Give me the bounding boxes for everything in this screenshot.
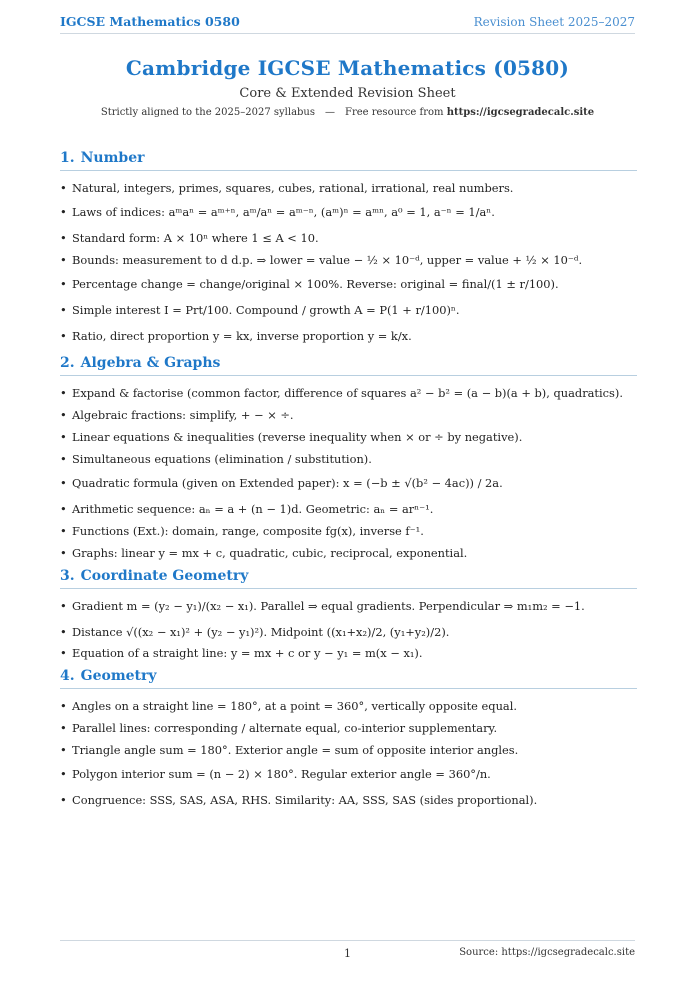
section-algebra xyxy=(60,355,637,562)
bullet-list xyxy=(60,181,637,345)
section-geometry xyxy=(60,668,637,809)
section-coordinate-geometry xyxy=(60,568,637,663)
section-title: Number xyxy=(80,150,145,166)
section-index: 4. xyxy=(60,668,75,685)
section-title: Coordinate Geometry xyxy=(80,567,249,584)
section-heading xyxy=(60,668,637,689)
title-block xyxy=(0,56,695,118)
section-title: Algebra & Graphs xyxy=(80,354,221,371)
list-item: • Triangle angle sum = 180°. Exterior angle = sum of opposite interior angles. xyxy=(60,743,637,759)
list-item: • Graphs: linear y = mx + c, quadratic, cubic, reciprocal, exponential. xyxy=(60,546,637,562)
list-item: • Algebraic fractions: simplify, + − × ÷. xyxy=(60,408,637,424)
list-item: • Gradient m = (y₂ − y₁)/(x₂ − x₁). Parallel ⇒ equal gradients. Perpendicular ⇒ m₁m₂ = −1. xyxy=(60,599,637,615)
list-item: • Functions (Ext.): domain, range, composite fg(x), inverse f⁻¹. xyxy=(60,524,637,540)
section-number xyxy=(60,150,637,345)
section-title: Geometry xyxy=(80,668,157,685)
footer-source: Source: https://igcsegradecalc.site xyxy=(459,947,635,958)
header-sheet-label: Revision Sheet 2025–2027 xyxy=(473,15,635,29)
running-header xyxy=(60,12,635,34)
section-index: 2. xyxy=(60,354,75,371)
list-item: • Percentage change = change/original × 100%. Reverse: original = final/(1 ± r/100). xyxy=(60,277,637,293)
list-item: • Expand & factorise (common factor, difference of squares a² − b² = (a − b)(a + b), quadratics). xyxy=(60,386,637,402)
list-item: • Quadratic formula (given on Extended paper): x = (−b ± √(b² − 4ac)) / 2a. xyxy=(60,476,637,492)
list-item: • Natural, integers, primes, squares, cubes, rational, irrational, real numbers. xyxy=(60,181,637,197)
list-item: • Simultaneous equations (elimination / substitution). xyxy=(60,452,637,468)
list-item: • Simple interest I = Prt/100. Compound / growth A = P(1 + r/100)ⁿ. xyxy=(60,303,637,319)
tagline-resource: Free resource from xyxy=(345,107,444,118)
list-item: • Laws of indices: aᵐaⁿ = aᵐ⁺ⁿ, aᵐ/aⁿ = aᵐ⁻ⁿ, (aᵐ)ⁿ = aᵐⁿ, a⁰ = 1, a⁻ⁿ = 1/aⁿ. xyxy=(60,205,637,221)
header-course-name: IGCSE Mathematics 0580 xyxy=(60,14,240,29)
section-heading xyxy=(60,150,637,171)
list-item: • Arithmetic sequence: aₙ = a + (n − 1)d. Geometric: aₙ = arⁿ⁻¹. xyxy=(60,502,637,518)
list-item: • Parallel lines: corresponding / alternate equal, co-interior supplementary. xyxy=(60,721,637,737)
bullet-list xyxy=(60,386,637,562)
list-item: • Polygon interior sum = (n − 2) × 180°. Regular exterior angle = 360°/n. xyxy=(60,767,637,783)
section-heading xyxy=(60,568,637,589)
tagline-separator: — xyxy=(325,107,335,118)
section-heading xyxy=(60,355,637,376)
list-item: • Distance √((x₂ − x₁)² + (y₂ − y₁)²). Midpoint ((x₁+x₂)/2, (y₁+y₂)/2). xyxy=(60,625,637,641)
tagline-syllabus: Strictly aligned to the 2025–2027 syllabus xyxy=(100,107,315,118)
running-footer xyxy=(60,940,635,962)
tagline xyxy=(0,107,695,118)
bullet-list xyxy=(60,599,637,663)
list-item: • Angles on a straight line = 180°, at a point = 360°, vertically opposite equal. xyxy=(60,699,637,715)
resource-link[interactable]: https://igcsegradecalc.site xyxy=(446,107,595,118)
sections-container xyxy=(60,150,637,815)
list-item: • Bounds: measurement to d d.p. ⇒ lower = value − ½ × 10⁻ᵈ, upper = value + ½ × 10⁻ᵈ. xyxy=(60,253,637,269)
list-item: • Equation of a straight line: y = mx + c or y − y₁ = m(x − x₁). xyxy=(60,646,637,662)
bullet-list xyxy=(60,699,637,809)
section-index: 1. xyxy=(60,150,75,166)
list-item: • Standard form: A × 10ⁿ where 1 ≤ A < 10. xyxy=(60,231,637,247)
page-title: Cambridge IGCSE Mathematics (0580) xyxy=(125,56,570,80)
list-item: • Congruence: SSS, SAS, ASA, RHS. Similarity: AA, SSS, SAS (sides proportional). xyxy=(60,793,637,809)
page-number: 1 xyxy=(344,947,351,960)
page-subtitle: Core & Extended Revision Sheet xyxy=(239,86,456,101)
section-index: 3. xyxy=(60,567,75,584)
list-item: • Linear equations & inequalities (reverse inequality when × or ÷ by negative). xyxy=(60,430,637,446)
list-item: • Ratio, direct proportion y = kx, inverse proportion y = k/x. xyxy=(60,329,637,345)
